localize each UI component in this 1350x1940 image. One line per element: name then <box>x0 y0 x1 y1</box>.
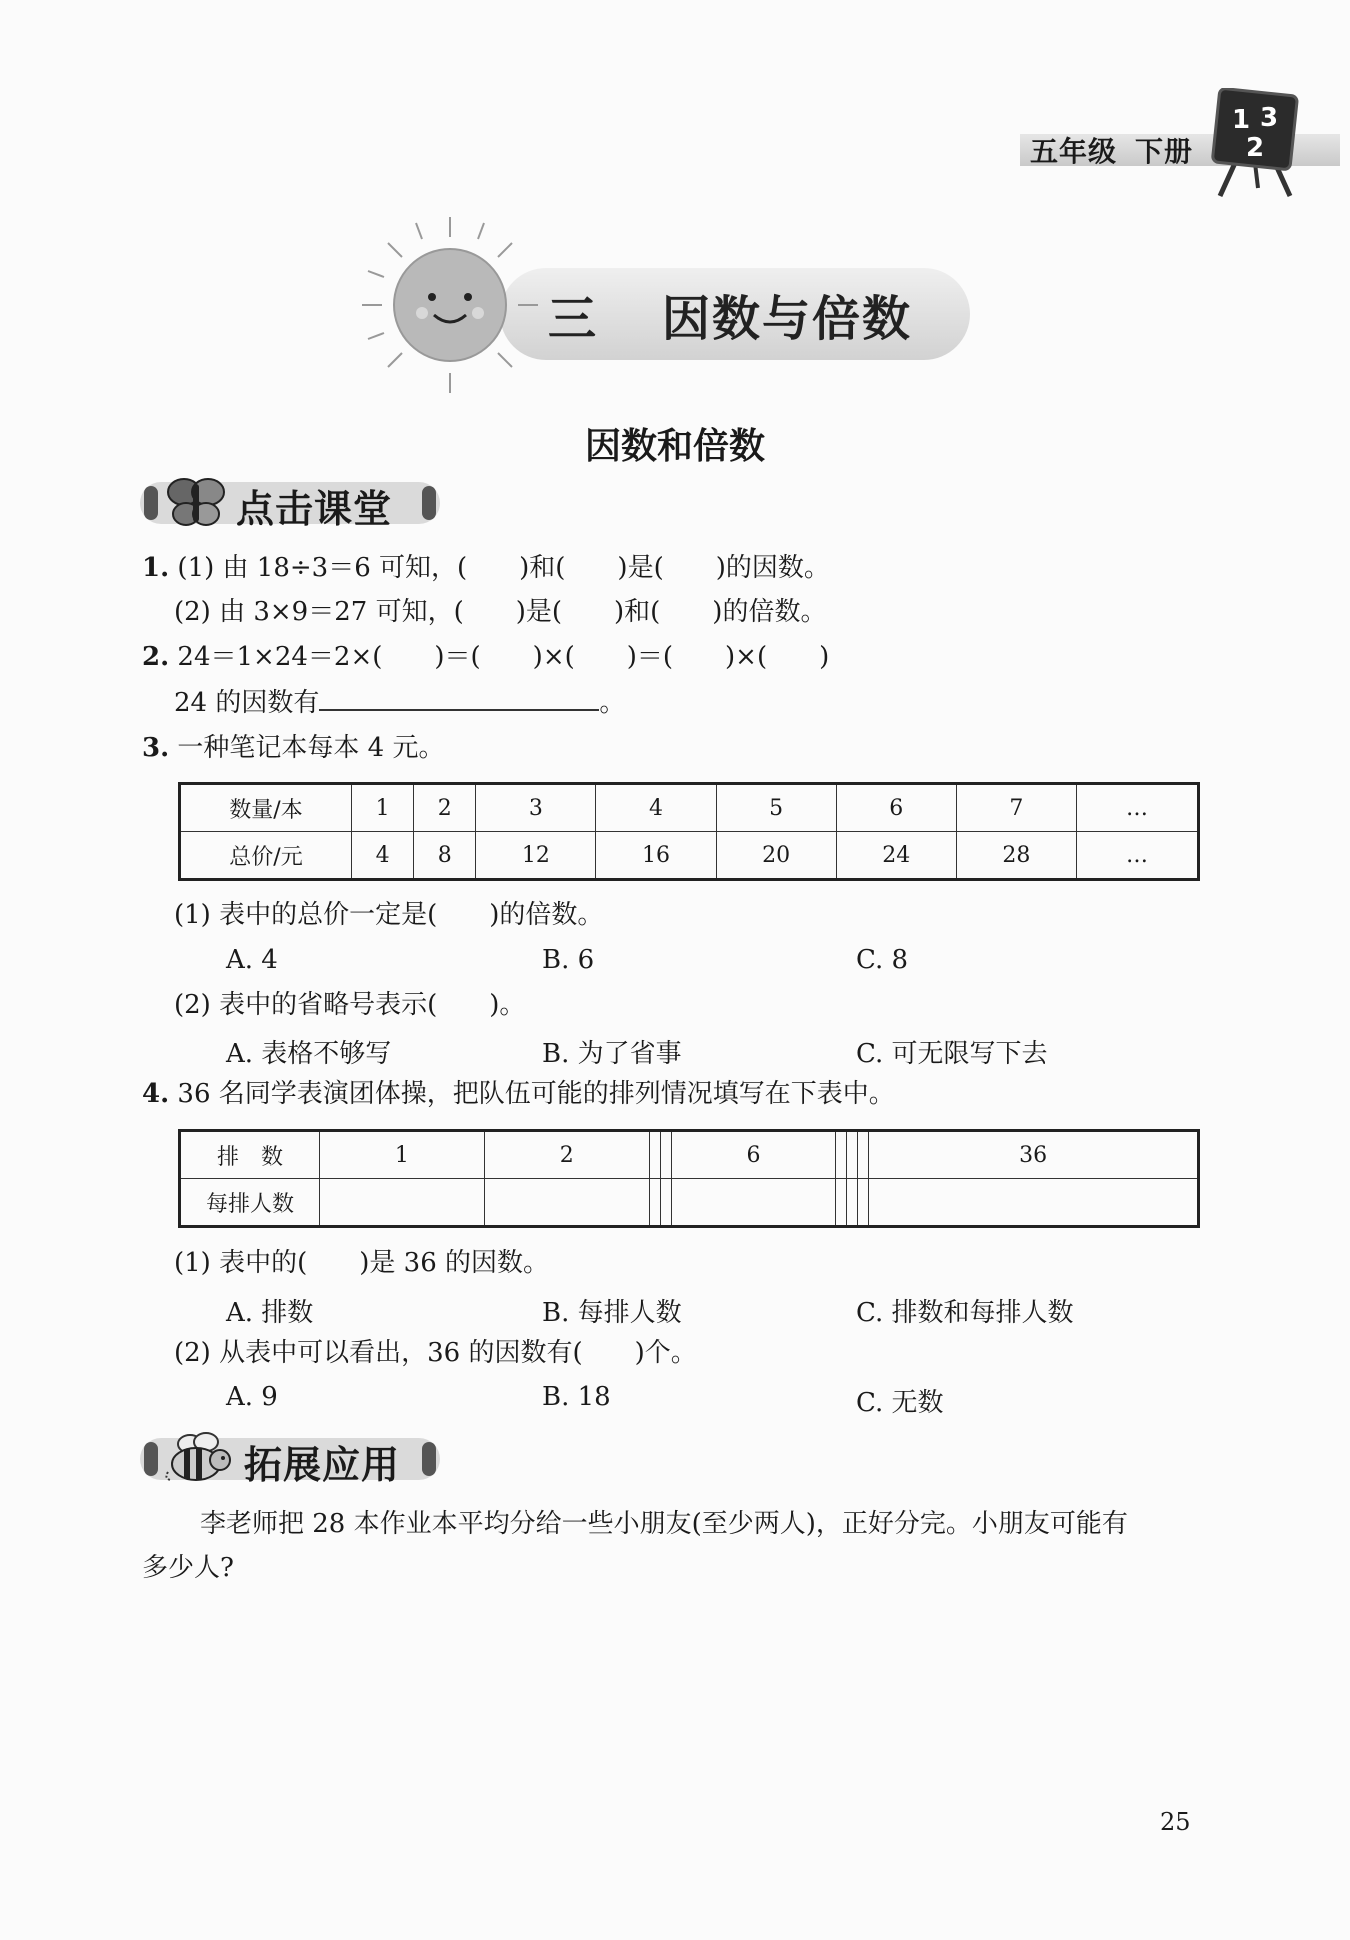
q4-sub-1: (1) 表中的( )是 36 的因数。 <box>174 1248 549 1278</box>
table-cell: 12 <box>476 832 596 880</box>
section-title-practice: 点击课堂 <box>236 487 393 531</box>
option-a[interactable]: A. 9 <box>226 1382 278 1412</box>
table-cell: 4 <box>596 784 716 832</box>
table-cell: 6 <box>836 784 956 832</box>
arrangement-table <box>178 1129 1200 1228</box>
option-a[interactable]: A. 表格不够写 <box>226 1039 392 1069</box>
option-c[interactable]: C. 排数和每排人数 <box>856 1298 1074 1328</box>
butterfly-icon <box>164 476 228 528</box>
table-cell: 4 <box>352 832 414 880</box>
q5-line-1: 李老师把 28 本作业本平均分给一些小朋友(至少两人)，正好分完。小朋友可能有 <box>200 1509 1128 1539</box>
chapter-number: 三 <box>548 291 597 347</box>
q1-line-1: (1) 由 18÷3＝6 可知，( )和( )是( )的因数。 <box>177 553 830 583</box>
answer-blank[interactable] <box>319 687 599 711</box>
grade-text: 五年级 <box>1030 135 1118 168</box>
q2-line-2: 24 的因数有 。 <box>174 688 626 718</box>
table-cell[interactable] <box>847 1179 858 1227</box>
board-digit-3: 2 <box>1246 133 1265 163</box>
q1-line-2: (2) 由 3×9＝27 可知，( )是( )和( )的倍数。 <box>174 597 827 627</box>
option-b[interactable]: B. 为了省事 <box>542 1039 682 1069</box>
q1-number: 1. <box>142 553 170 583</box>
table-cell[interactable] <box>320 1179 485 1227</box>
section-header-practice <box>140 476 440 531</box>
table-cell[interactable] <box>836 1179 847 1227</box>
table-cell[interactable] <box>847 1131 858 1179</box>
table-cell: 2 <box>484 1131 649 1179</box>
table-row <box>180 1131 1199 1179</box>
table-cell[interactable] <box>660 1131 671 1179</box>
option-a[interactable]: A. 4 <box>226 945 278 975</box>
table-row <box>180 1179 1199 1227</box>
option-b[interactable]: B. 每排人数 <box>542 1298 682 1328</box>
q2-line-1: 24＝1×24＝2×( )＝( )×( )＝( )×( ) <box>177 642 830 672</box>
table-cell: 24 <box>836 832 956 880</box>
table-cell[interactable] <box>660 1179 671 1227</box>
q3-text: 一种笔记本每本 4 元。 <box>177 733 445 763</box>
chalkboard-icon <box>1210 88 1300 198</box>
option-b[interactable]: B. 6 <box>542 945 595 975</box>
table-row-header: 每排人数 <box>180 1179 320 1227</box>
table-cell: 16 <box>596 832 716 880</box>
table-cell: 3 <box>476 784 596 832</box>
table-row <box>180 784 1199 832</box>
table-row-header: 总价/元 <box>180 832 352 880</box>
bee-icon <box>162 1432 236 1484</box>
volume-text: 下册 <box>1135 135 1194 168</box>
board-digit-1: 1 <box>1232 105 1251 135</box>
table-cell: 8 <box>414 832 476 880</box>
table-cell: 20 <box>716 832 836 880</box>
option-b[interactable]: B. 18 <box>542 1382 611 1412</box>
table-cell: 1 <box>352 784 414 832</box>
option-c[interactable]: C. 8 <box>856 945 909 975</box>
section-title-extension: 拓展应用 <box>244 1443 401 1487</box>
sun-icon <box>360 215 540 395</box>
q4-number: 4. <box>142 1079 170 1109</box>
table-row-header: 数量/本 <box>180 784 352 832</box>
chapter-title: 因数与倍数 <box>662 291 913 347</box>
section-header-extension <box>140 1432 440 1487</box>
table-cell: 5 <box>716 784 836 832</box>
q3-sub-1: (1) 表中的总价一定是( )的倍数。 <box>174 900 604 930</box>
table-cell[interactable] <box>858 1179 869 1227</box>
page-number: 25 <box>1160 1808 1191 1836</box>
table-cell[interactable] <box>649 1131 660 1179</box>
table-cell[interactable] <box>836 1131 847 1179</box>
table-row-header: 排 数 <box>180 1131 320 1179</box>
option-a[interactable]: A. 排数 <box>226 1298 314 1328</box>
q3-number: 3. <box>142 733 170 763</box>
lesson-title: 因数和倍数 <box>584 426 765 467</box>
table-cell[interactable] <box>649 1179 660 1227</box>
table-cell: … <box>1077 784 1199 832</box>
q3-sub-2: (2) 表中的省略号表示( )。 <box>174 990 526 1020</box>
table-cell: 6 <box>671 1131 836 1179</box>
table-cell: … <box>1077 832 1199 880</box>
q4-text: 36 名同学表演团体操，把队伍可能的排列情况填写在下表中。 <box>177 1079 895 1109</box>
table-cell[interactable] <box>671 1179 836 1227</box>
table-row <box>180 832 1199 880</box>
board-digit-2: 3 <box>1260 103 1279 133</box>
price-table <box>178 782 1200 881</box>
table-cell[interactable] <box>858 1131 869 1179</box>
table-cell: 36 <box>869 1131 1199 1179</box>
table-cell: 28 <box>956 832 1076 880</box>
table-cell: 1 <box>320 1131 485 1179</box>
option-c[interactable]: C. 无数 <box>856 1388 944 1418</box>
q2-number: 2. <box>142 642 170 672</box>
table-cell: 7 <box>956 784 1076 832</box>
table-cell[interactable] <box>869 1179 1199 1227</box>
grade-label <box>1030 130 1211 170</box>
table-cell[interactable] <box>484 1179 649 1227</box>
q4-sub-2: (2) 从表中可以看出，36 的因数有( )个。 <box>174 1338 697 1368</box>
q5-line-2: 多少人? <box>142 1553 234 1583</box>
option-c[interactable]: C. 可无限写下去 <box>856 1039 1048 1069</box>
table-cell: 2 <box>414 784 476 832</box>
